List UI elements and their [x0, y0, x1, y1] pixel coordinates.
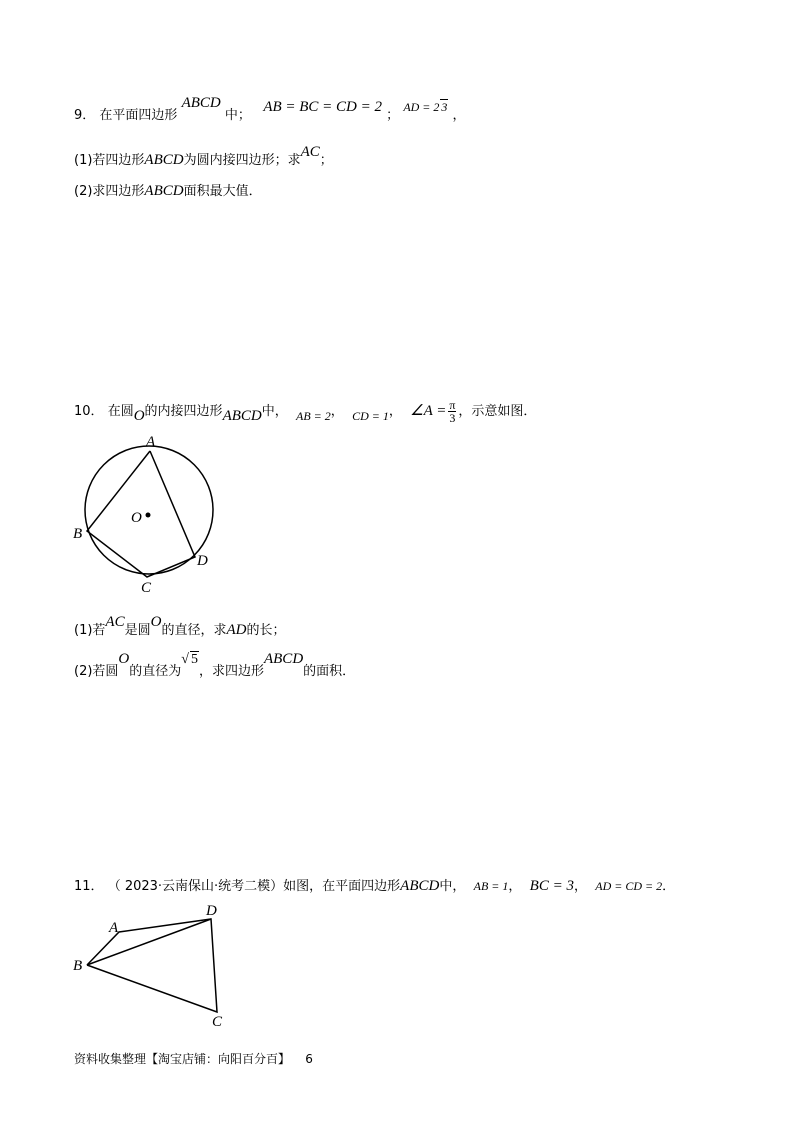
q11-source: （ 2023·云南保山·统考二模）如图，在平面四边形: [107, 879, 401, 894]
diagonal-bd: [87, 919, 211, 965]
label-a: A: [146, 434, 156, 450]
q9-stem: 9． 在平面四边形 ABCD 中； AB = BC = CD = 2 ； AD = 2 3 ，: [74, 95, 466, 123]
label-c: C: [141, 580, 152, 596]
q9-number: 9．: [74, 108, 96, 123]
label-b-q11: B: [73, 958, 83, 974]
center-dot: [146, 513, 151, 518]
label-c-q11: C: [212, 1014, 223, 1030]
q10-stem: 10． 在圆O的内接四边形ABCD中， AB = 2， CD = 1， ∠A = $\frac{\pi}{3}$ ，示意如图．: [74, 398, 537, 425]
q11-stem: 11． （ 2023·云南保山·统考二模）如图，在平面四边形ABCD中， AB = 1， BC = 3， AD = CD = 2．: [74, 878, 676, 894]
footer: [74, 1050, 313, 1067]
q9-part2: (2)求四边形ABCD面积最大值．: [74, 183, 262, 199]
quadrilateral-abcd-q11: [87, 919, 217, 1012]
q11-figure: [70, 898, 240, 1033]
q10-part2: (2)若圆O的直径为√ 5，求四边形ABCD的面积．: [74, 651, 356, 679]
footer-text: 资料收集整理【淘宝店铺：向阳百分百】: [74, 1052, 291, 1066]
label-a-q11: A: [109, 920, 119, 936]
q9-part1: (1)若四边形ABCD为圆内接四边形；求AC；: [74, 144, 333, 168]
label-d: D: [197, 553, 208, 569]
pi-over-3: $\frac{\pi}{3}$: [449, 398, 456, 425]
label-d-q11: D: [206, 903, 217, 919]
page-number: 6: [305, 1052, 313, 1066]
q10-part1: (1)若AC是圆O的直径，求AD的长；: [74, 614, 286, 638]
q11-number: 11．: [74, 879, 104, 894]
q10-number: 10．: [74, 404, 104, 419]
q10-figure: [70, 430, 230, 600]
label-b: B: [73, 526, 83, 542]
label-o: O: [131, 510, 142, 526]
